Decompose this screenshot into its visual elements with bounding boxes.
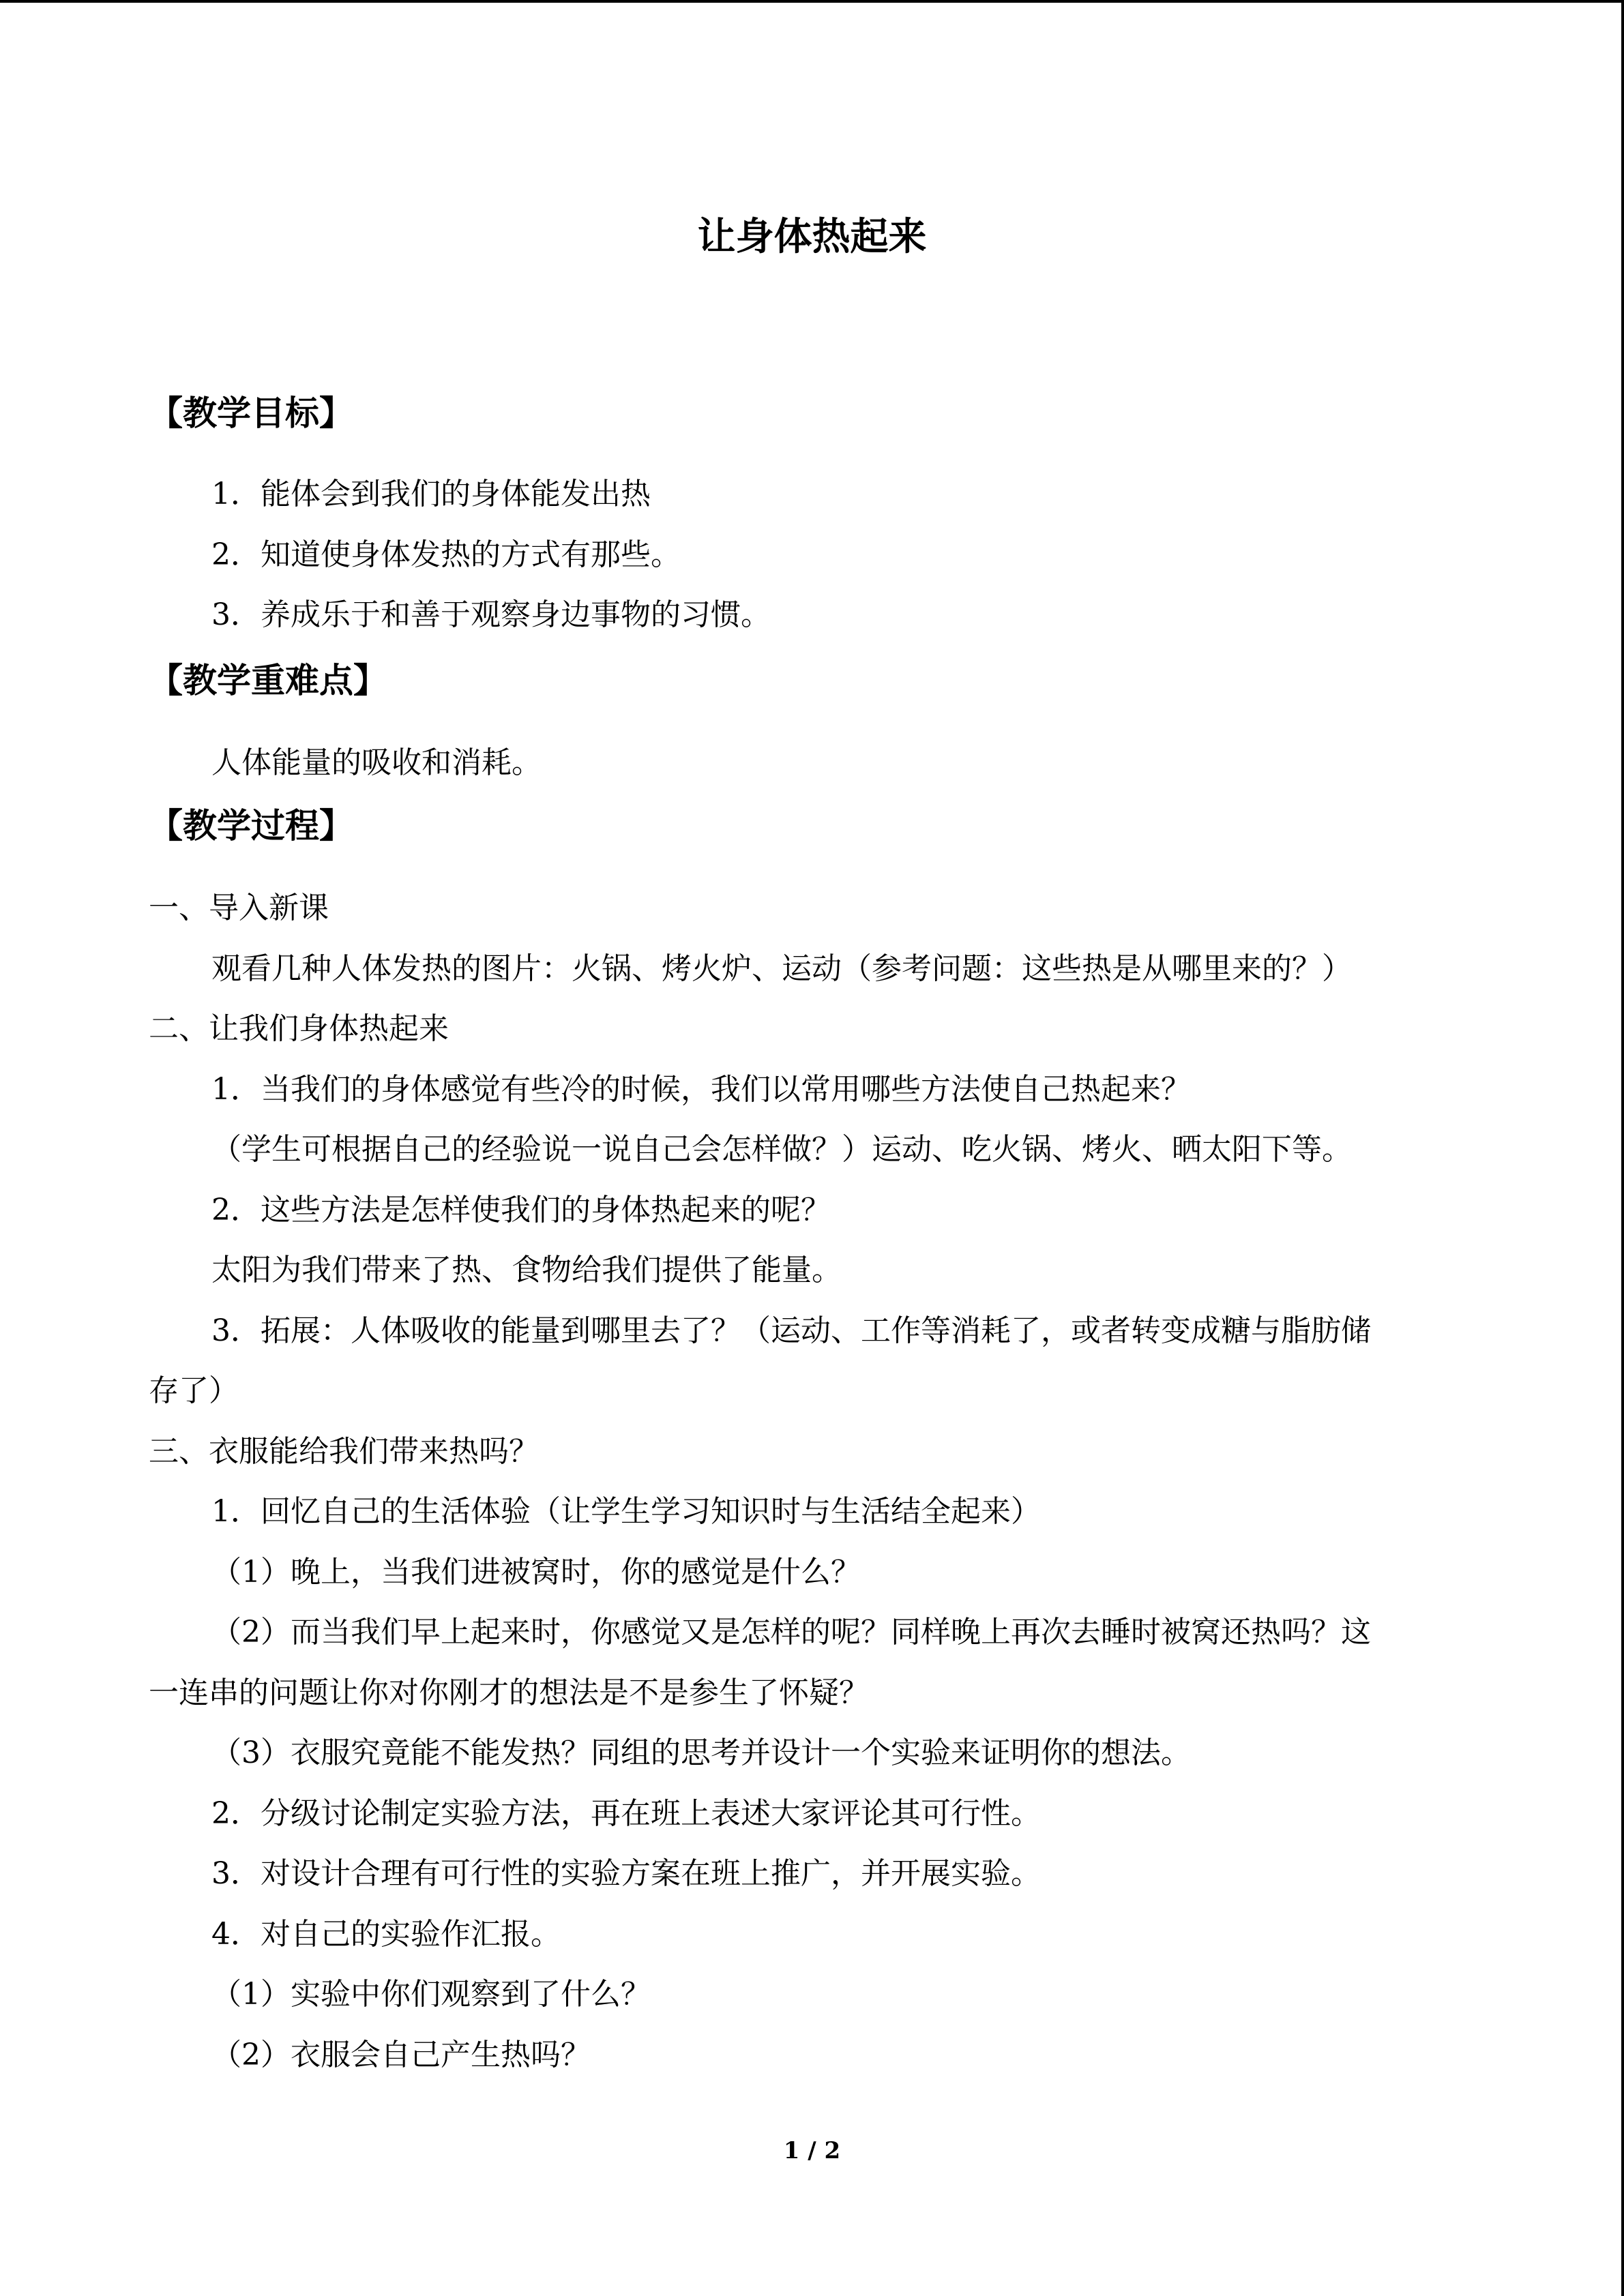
process-section-title: 三、衣服能给我们带来热吗？ (149, 1434, 539, 1469)
process-line: （1）实验中你们观察到了什么？ (211, 1977, 651, 2012)
process-line: 2．分级讨论制定实验方法，再在班上表述大家评论其可行性。 (211, 1796, 1041, 1831)
page-number: 1 / 2 (783, 2137, 841, 2164)
process-line: （学生可根据自己的经验说一说自己会怎样做？）运动、吃火锅、烤火、晒太阳下等。 (211, 1132, 1352, 1167)
process-line: 一连串的问题让你对你刚才的想法是不是参生了怀疑？ (149, 1675, 869, 1710)
process-line: 存了） (149, 1373, 239, 1408)
process-line: （3）衣服究竟能不能发热？同组的思考并设计一个实验来证明你的想法。 (211, 1735, 1191, 1770)
process-line: 3．对设计合理有可行性的实验方案在班上推广，并开展实验。 (211, 1856, 1041, 1891)
page-border-top (0, 0, 1624, 3)
process-line: 3．拓展：人体吸收的能量到哪里去了？（运动、工作等消耗了，或者转变成糖与脂肪储 (211, 1313, 1371, 1348)
objective-item: 3．养成乐于和善于观察身边事物的习惯。 (211, 597, 771, 632)
process-line: （2）而当我们早上起来时，你感觉又是怎样的呢？同样晚上再次去睡时被窝还热吗？这 (211, 1615, 1371, 1650)
process-line: 1．当我们的身体感觉有些冷的时候，我们以常用哪些方法使自己热起来？ (211, 1072, 1191, 1107)
process-line: 4．对自己的实验作汇报。 (211, 1917, 561, 1952)
objective-item: 2．知道使身体发热的方式有那些。 (211, 537, 681, 572)
document-title: 让身体热起来 (697, 215, 927, 259)
process-line: （2）衣服会自己产生热吗？ (211, 2038, 591, 2072)
process-section-title: 二、让我们身体热起来 (149, 1011, 449, 1046)
heading-teaching-objectives: 【教学目标】 (149, 393, 353, 433)
key-points-text: 人体能量的吸收和消耗。 (211, 745, 542, 780)
heading-teaching-process: 【教学过程】 (149, 806, 353, 846)
objective-item: 1．能体会到我们的身体能发出热 (211, 477, 651, 511)
heading-key-points: 【教学重难点】 (149, 661, 387, 700)
process-line: 1．回忆自己的生活体验（让学生学习知识时与生活结全起来） (211, 1494, 1041, 1529)
process-section-title: 一、导入新课 (149, 891, 329, 925)
process-line: 观看几种人体发热的图片：火锅、烤火炉、运动（参考问题：这些热是从哪里来的？） (211, 951, 1352, 986)
process-line: 2．这些方法是怎样使我们的身体热起来的呢？ (211, 1193, 831, 1227)
process-line: （1）晚上，当我们进被窝时，你的感觉是什么？ (211, 1555, 861, 1590)
page-border-right (1621, 0, 1624, 2296)
process-line: 太阳为我们带来了热、食物给我们提供了能量。 (211, 1253, 842, 1287)
